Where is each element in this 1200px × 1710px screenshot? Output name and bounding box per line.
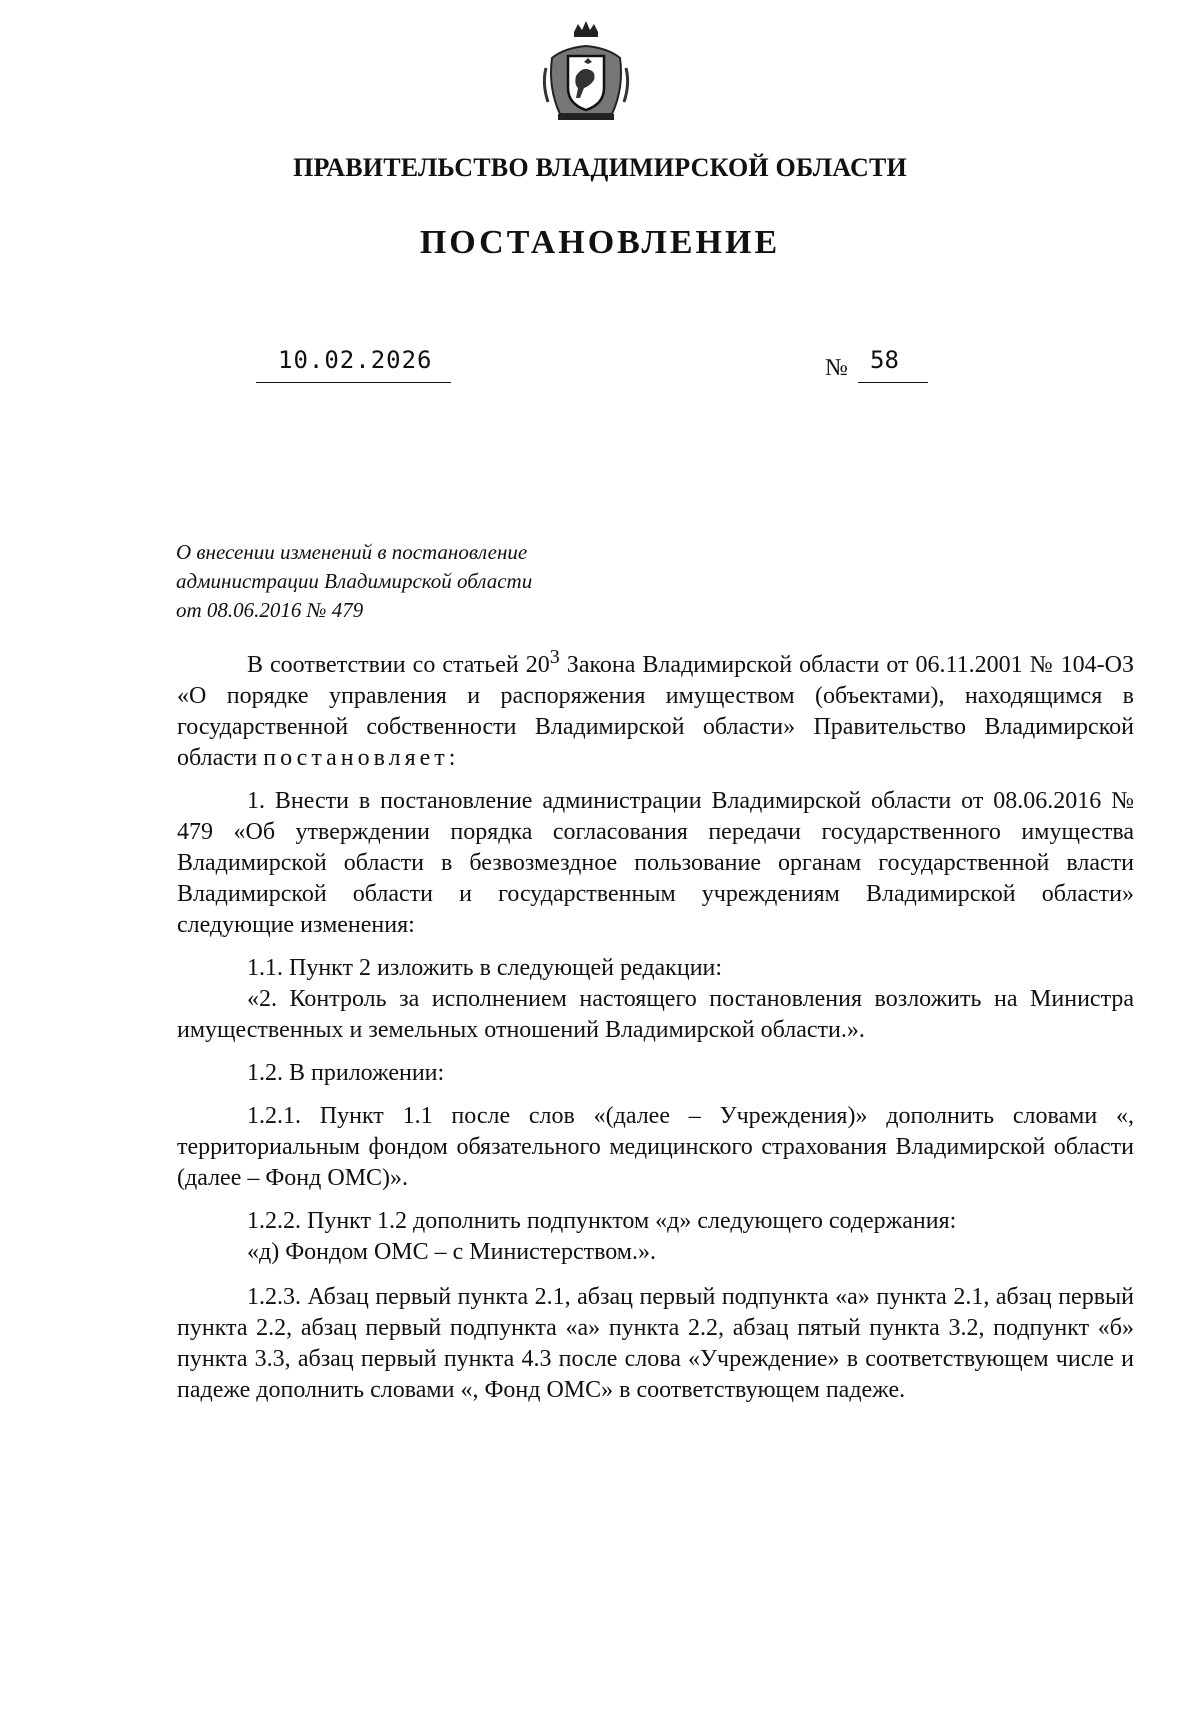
preamble-text: Закона Владимирской области от 06.11.2001 № 104-ОЗ «О порядке управления и распоряжения имуществом (объектами), находящимся в государственной собственности Владимирской области» Правительство Владимирской области — [177, 652, 1134, 771]
resolves-word: постановляет — [263, 745, 449, 771]
number-value: 58 — [870, 346, 899, 374]
subject-line: О внесении изменений в постановление — [176, 540, 528, 564]
paragraph-1: 1. Внести в постановление администрации Владимирской области от 08.06.2016 № 479 «Об утверждении порядка согласования передачи государственного имущества Владимирской области в безвозмездное пользование органам государственной власти Владимирской области и государственным учреждениям Владимирской области» следующие изменения: — [177, 788, 1134, 938]
number-field — [858, 346, 928, 383]
subject-line: администрации Владимирской области — [176, 569, 533, 593]
document-body — [177, 642, 1134, 1406]
date-field — [256, 346, 451, 383]
paragraph-1-1: 1.1. Пункт 2 изложить в следующей редакции: — [247, 955, 723, 981]
paragraph-1-1-quote: «2. Контроль за исполнением настоящего постановления возложить на Министра имущественных и земельных отношений Владимирской области.». — [177, 986, 1134, 1043]
paragraph-1-2-3: 1.2.3. Абзац первый пункта 2.1, абзац первый подпункта «а» пункта 2.1, абзац первый пункта 2.2, абзац первый подпункта «а» пункта 2.2, абзац пятый пункта 3.2, подпункт «б» пункта 3.3, абзац первый пункта 4.3 после слова «Учреждение» в соответствующем числе и падеже дополнить словами «, Фонд ОМС» в соответствующем падеже. — [177, 1284, 1134, 1403]
document-type: ПОСТАНОВЛЕНИЕ — [419, 224, 781, 261]
preamble-text: В соответствии со статьей 20 — [247, 652, 550, 678]
preamble-end: : — [448, 745, 456, 771]
article-superscript: 3 — [549, 646, 560, 668]
date-value: 10.02.2026 — [278, 346, 433, 374]
coat-of-arms-icon — [538, 18, 634, 126]
government-title: ПРАВИТЕЛЬСТВО ВЛАДИМИРСКОЙ ОБЛАСТИ — [293, 153, 907, 182]
subject-line: от 08.06.2016 № 479 — [176, 598, 364, 622]
paragraph-1-2-2: 1.2.2. Пункт 1.2 дополнить подпунктом «д» следующего содержания: — [247, 1208, 957, 1234]
paragraph-1-2: 1.2. В приложении: — [247, 1060, 445, 1086]
number-label: № — [825, 355, 848, 381]
preamble-paragraph — [177, 642, 1134, 774]
subject-block — [176, 538, 616, 625]
paragraph-1-2-2-quote: «д) Фондом ОМС – с Министерством.». — [247, 1239, 656, 1265]
paragraph-1-2-1: 1.2.1. Пункт 1.1 после слов «(далее – Учреждения)» дополнить словами «, территориальным фондом обязательного медицинского страхования Владимирской области (далее – Фонд ОМС)». — [177, 1103, 1134, 1191]
